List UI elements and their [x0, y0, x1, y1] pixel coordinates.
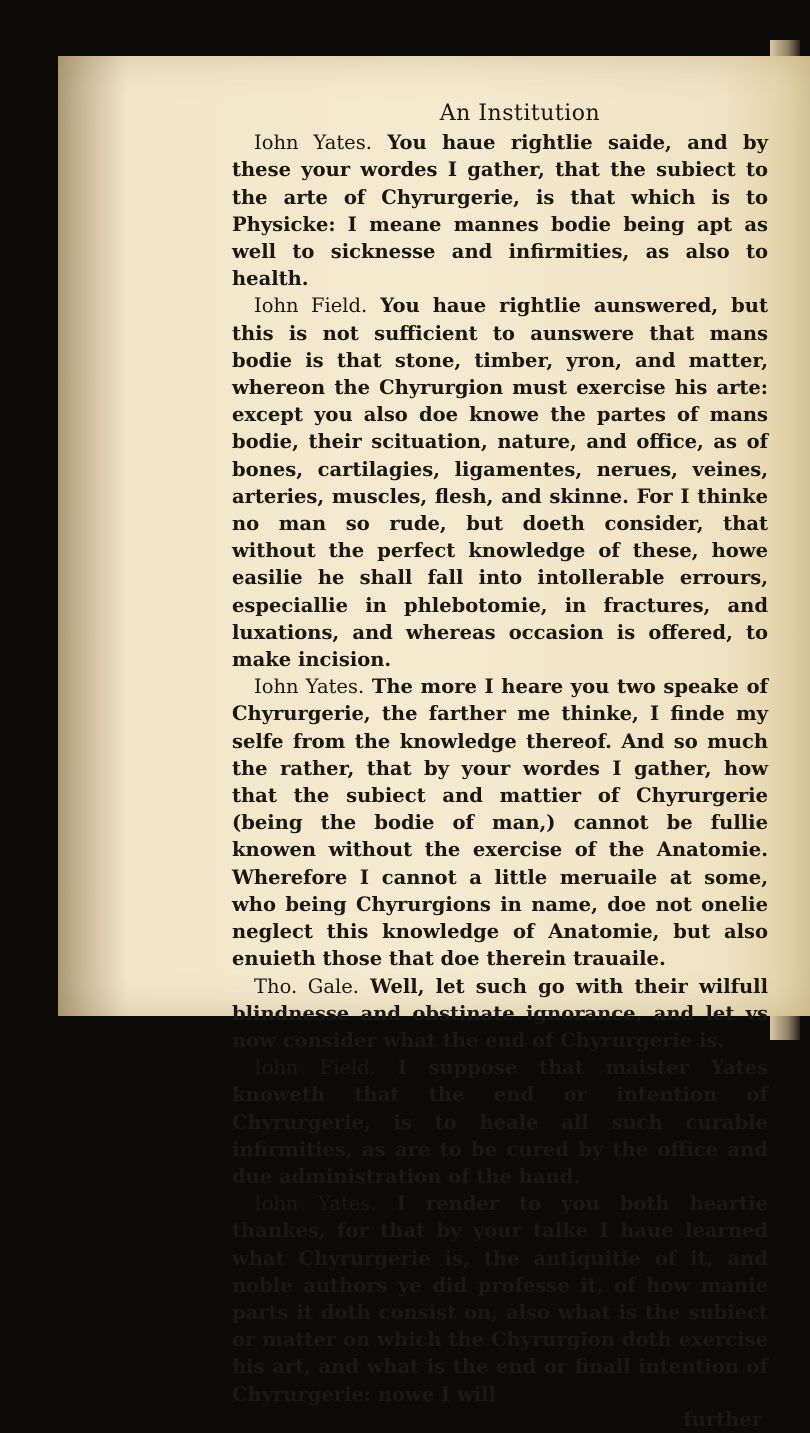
speaker-name: Iohn Yates. — [254, 1192, 377, 1216]
speech-text: The more I heare you two speake of Chyrurgerie, the farther me thinke, I finde my selfe from the knowledge thereof. And so much the rather, that by your wordes I gather, how that the subiect and mattier of Chyrurgerie (being the bodie of man,) cannot be fullie knowen without the exercise of the Anatomie. Wherefore I cannot a little meruaile at some, who being Chyrurgions in name, doe not onelie neglect this knowledge of Anatomie, but also enuieth those that doe therein trauaile. — [232, 675, 768, 971]
speaker-name: Iohn Field. — [254, 1056, 376, 1080]
dialogue-paragraph — [232, 673, 768, 972]
speech-text: You haue rightlie saide, and by these your wordes I gather, that the subiect to the arte of Chyrurgerie, is that which is to Physicke: I meane mannes bodie being apt as well to sicknesse and infirmities, as also to health. — [232, 131, 768, 291]
speaker-name: Iohn Yates. — [254, 131, 372, 155]
dialogue-paragraph — [232, 1190, 768, 1408]
catchword: further — [683, 1407, 762, 1431]
dialogue-paragraph — [232, 129, 768, 292]
text-block — [232, 100, 768, 1433]
page-gutter-shadow — [58, 56, 128, 1016]
speech-text: You haue rightlie aunswered, but this is not sufficient to aunswere that mans bodie is that stone, timber, yron, and matter, whereon the Chyrurgion must exercise his arte: except you also doe knowe the partes of mans bodie, their scituation, nature, and office, as of bones, cartilagies, ligamentes, nerues, veines, arteries, muscles, flesh, and skinne. For I thinke no man so rude, but doeth consider, that without the perfect knowledge of these, howe easilie he shall fall into intollerable errours, especiallie in phlebotomie, in fractures, and luxations, and whereas occasion is offered, to make incision. — [232, 294, 768, 672]
speaker-name: Tho. Gale. — [254, 974, 359, 998]
speaker-name: Iohn Yates. — [254, 675, 365, 699]
speech-text: I render to you both heartie thankes, for that by your talke I haue learned what Chyrurgerie is, the antiquitie of it, and noble authors ye did professe it, of how manie parts it doth consist on, also what is the subiect or matter on which the Chyrurgion doth exercise his art, and what is the end or finall intention of Chyrurgerie: nowe I will — [232, 1192, 768, 1406]
dialogue-paragraph — [232, 1054, 768, 1190]
speech-text: I suppose that maister Yates knoweth that the end or intention of Chyrurgerie, is to heale all such curable infirmities, as are to be cured by the office and due administration of the hand. — [232, 1056, 768, 1188]
dialogue-paragraph — [232, 292, 768, 673]
speaker-name: Iohn Field. — [254, 294, 368, 318]
running-heading: An Institution — [439, 101, 601, 126]
speech-text: Well, let such go with their wilfull blindnesse and obstinate ignorance, and let vs now consider what the end of Chyrurgerie is. — [232, 974, 768, 1052]
dialogue-paragraph — [232, 973, 768, 1055]
